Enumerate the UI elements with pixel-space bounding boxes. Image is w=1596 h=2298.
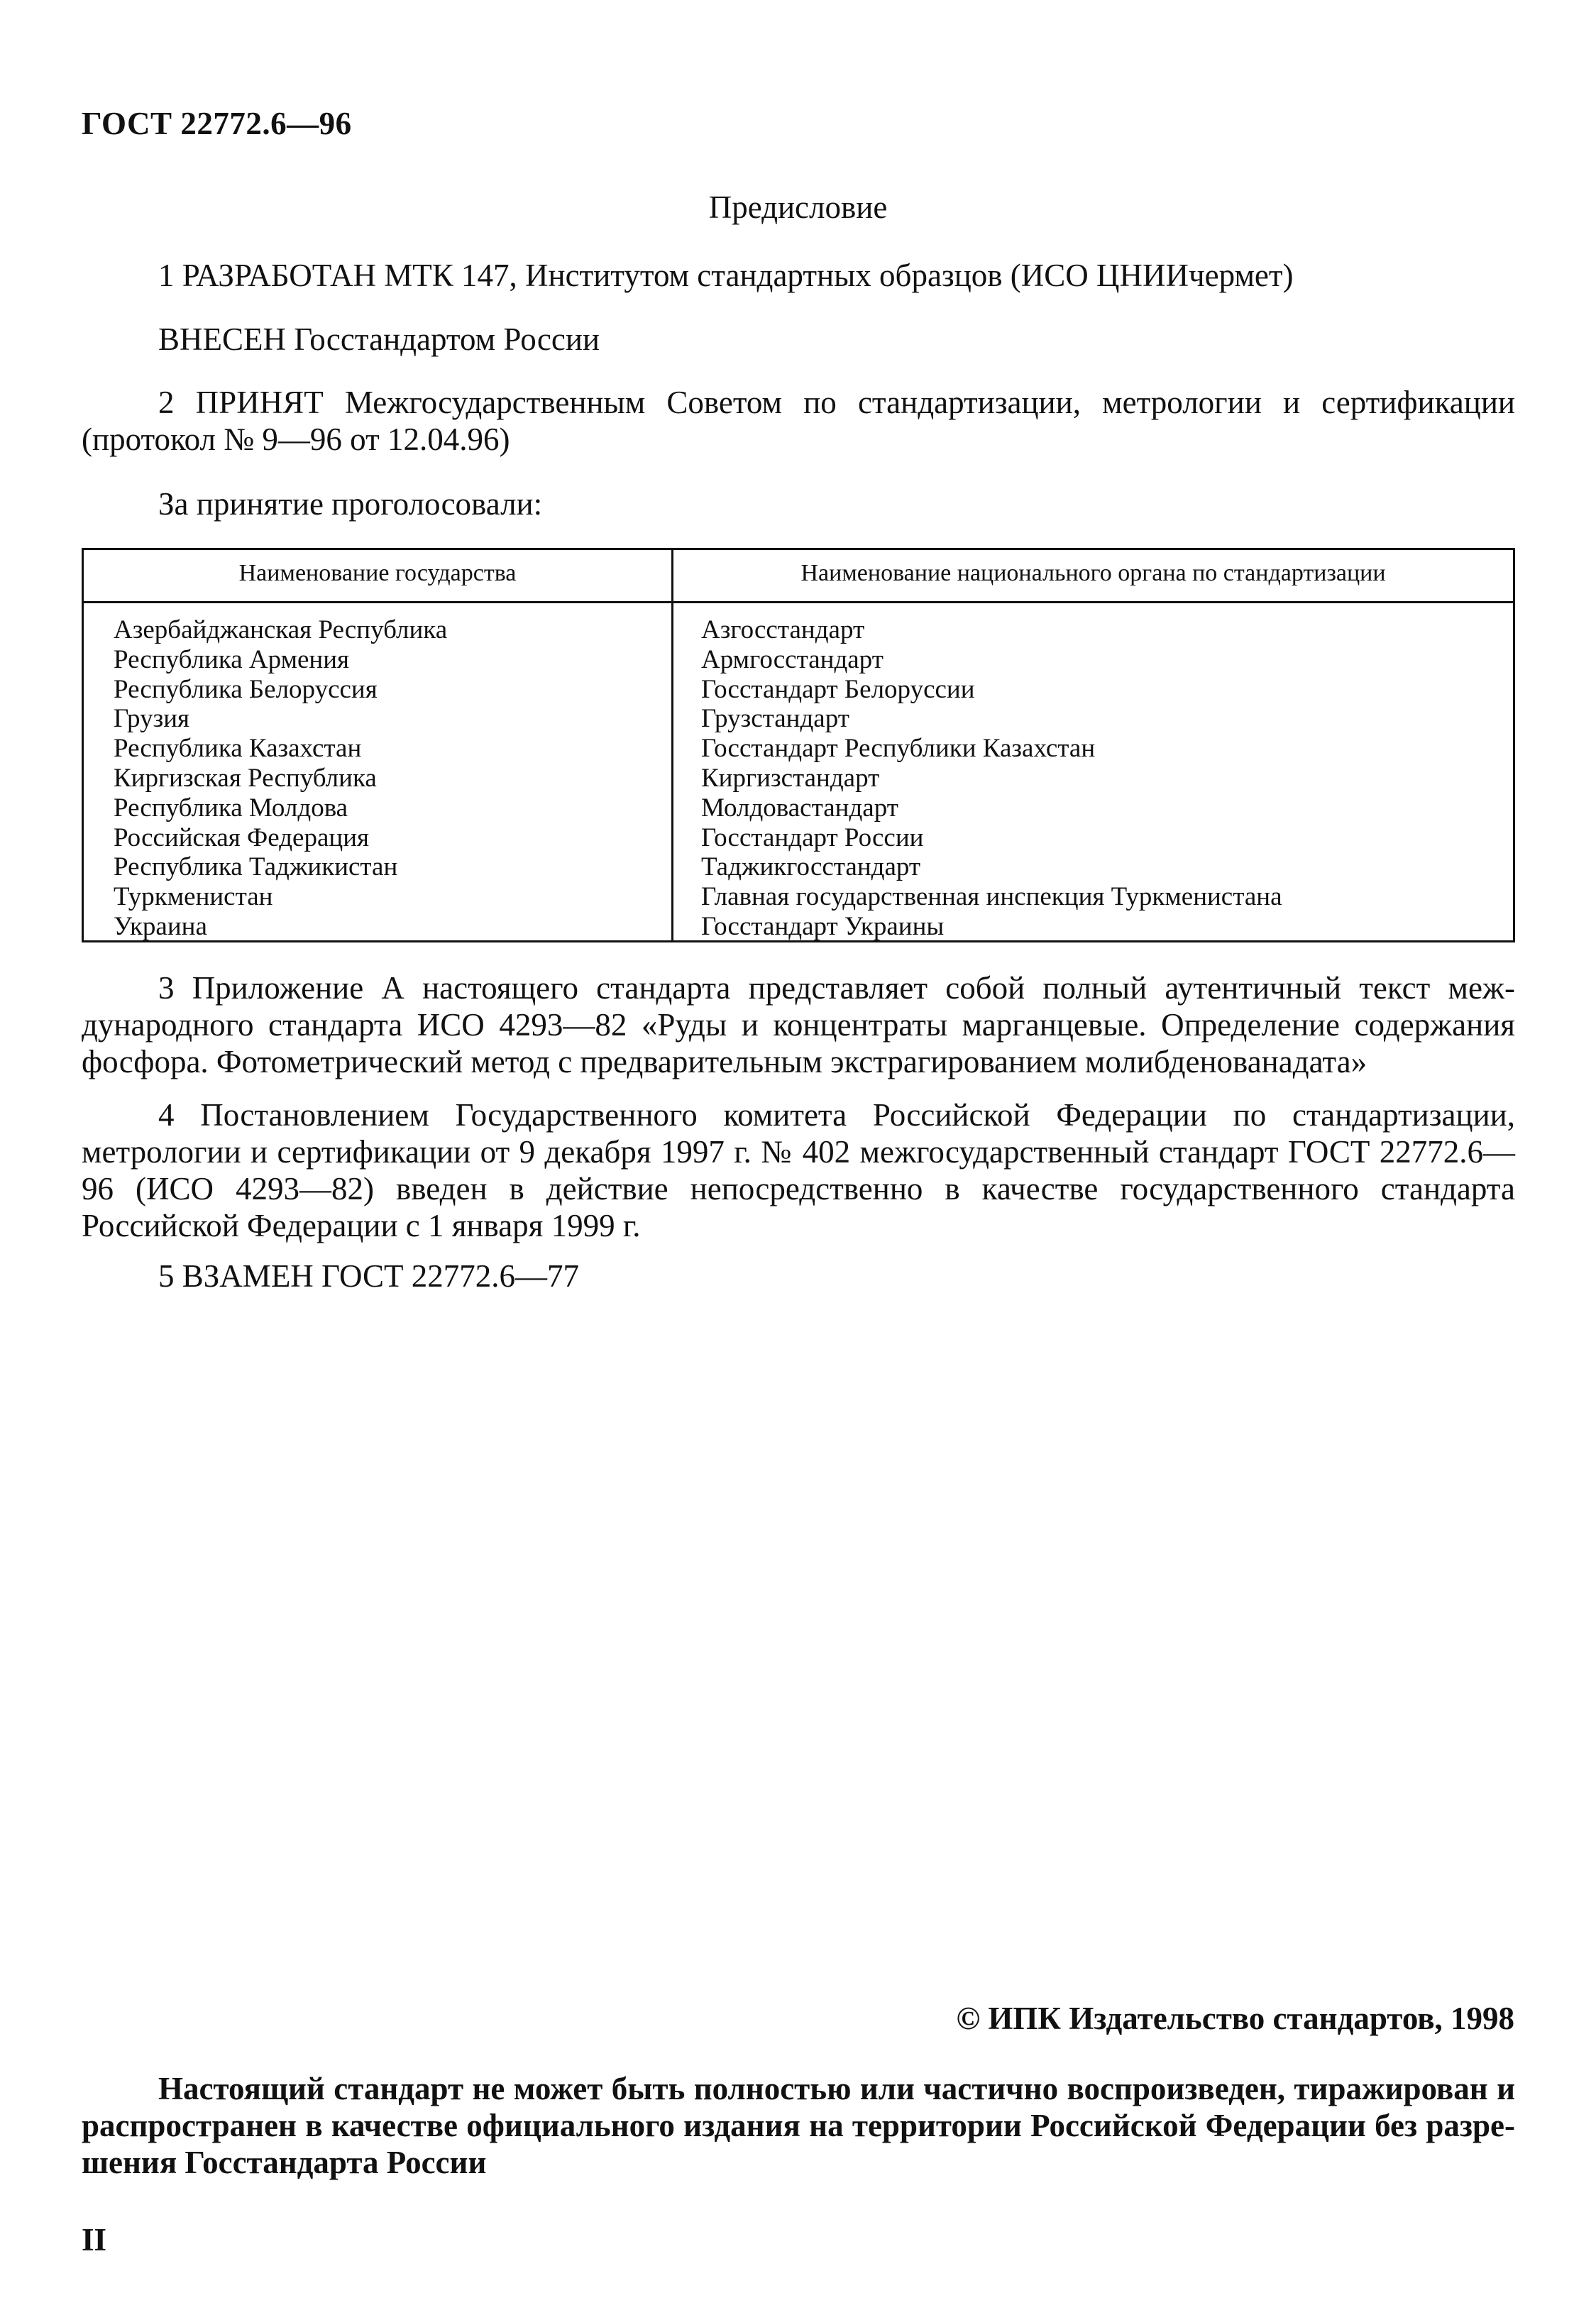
table-cell-state: Азербайджанская Республика [114, 615, 448, 644]
state-list [114, 615, 447, 942]
table-cell-body: Азгосстандарт [701, 615, 865, 644]
item-3-annex: 3 Приложение А настоящего стандарта представляет собой полный аутентичный текст меж-дународного стандарта ИСО 4293—82 «Руды и концентраты марганцевые. Определение содержания фосфора. Фотометрический метод с предварительным экстрагированием молибденованадата» [82, 970, 1515, 1079]
item-1-developed: 1 РАЗРАБОТАН МТК 147, Институтом стандартных образцов (ИСО ЦНИИчермет) [158, 258, 1294, 293]
table-column-divider [671, 550, 673, 940]
table-cell-state: Республика Казахстан [114, 734, 362, 764]
table-cell-body: Госстандарт Белоруссии [701, 674, 975, 704]
table-header-state: Наименование государства [238, 560, 517, 586]
table-cell-body: Госстандарт Украины [701, 911, 945, 941]
item-2-adopted: 2 ПРИНЯТ Межгосударственным Советом по стандартизации, метрологии и сертификации (протокол № 9—96 от 12.04.96) [82, 385, 1515, 457]
table-header-divider [84, 601, 1513, 603]
table-cell-body: Молдовастандарт [701, 793, 898, 823]
item-5-replaces: 5 ВЗАМЕН ГОСТ 22772.6—77 [158, 1258, 579, 1294]
voting-table [82, 548, 1515, 942]
table-cell-state: Киргизская Республика [114, 763, 377, 793]
table-cell-state: Республика Молдова [114, 793, 348, 823]
table-cell-body: Грузстандарт [701, 704, 849, 734]
table-cell-body: Киргизстандарт [701, 763, 880, 793]
table-cell-body: Таджикгосстандарт [701, 852, 921, 882]
document-id: ГОСТ 22772.6—96 [82, 106, 352, 141]
table-cell-state: Республика Армения [114, 644, 350, 674]
table-cell-body: Армгосстандарт [701, 644, 884, 674]
vote-intro: За принятие проголосовали: [158, 486, 543, 522]
table-cell-state: Республика Белоруссия [114, 674, 378, 704]
copyright: © ИПК Издательство стандартов, 1998 [956, 2001, 1514, 2036]
table-cell-state: Украина [114, 911, 207, 941]
table-cell-state: Туркменистан [114, 882, 273, 912]
body-list [701, 615, 1282, 942]
table-header-body: Наименование национального органа по стандартизации [800, 560, 1386, 586]
page-number: II [82, 2222, 107, 2258]
table-cell-body: Главная государственная инспекция Туркменистана [701, 882, 1282, 912]
item-4-resolution: 4 Постановлением Государственного комитета Российской Федерации по стандартизации, метрологии и сертификации от 9 декабря 1997 г. № 402 межгосударственный стандарт ГОСТ 22772.6—96 (ИСО 4293—82) введен в действие непосредственно в качестве государственного стандарта Российской Федерации с 1 января 1999 г. [82, 1097, 1515, 1243]
table-cell-state: Республика Таджикистан [114, 852, 398, 882]
table-cell-state: Грузия [114, 704, 190, 734]
section-title: Предисловие [708, 189, 888, 225]
table-cell-state: Российская Федерация [114, 823, 370, 852]
table-cell-body: Госстандарт России [701, 823, 924, 852]
item-1-submitted: ВНЕСЕН Госстандартом России [158, 321, 600, 357]
table-cell-body: Госстандарт Республики Казахстан [701, 734, 1096, 764]
reproduction-notice: Настоящий стандарт не может быть полностью или частично воспроизведен, тиражирован и распространен в качестве официального издания на территории Российской Федерации без разре-шения Госстандарта России [82, 2071, 1515, 2180]
